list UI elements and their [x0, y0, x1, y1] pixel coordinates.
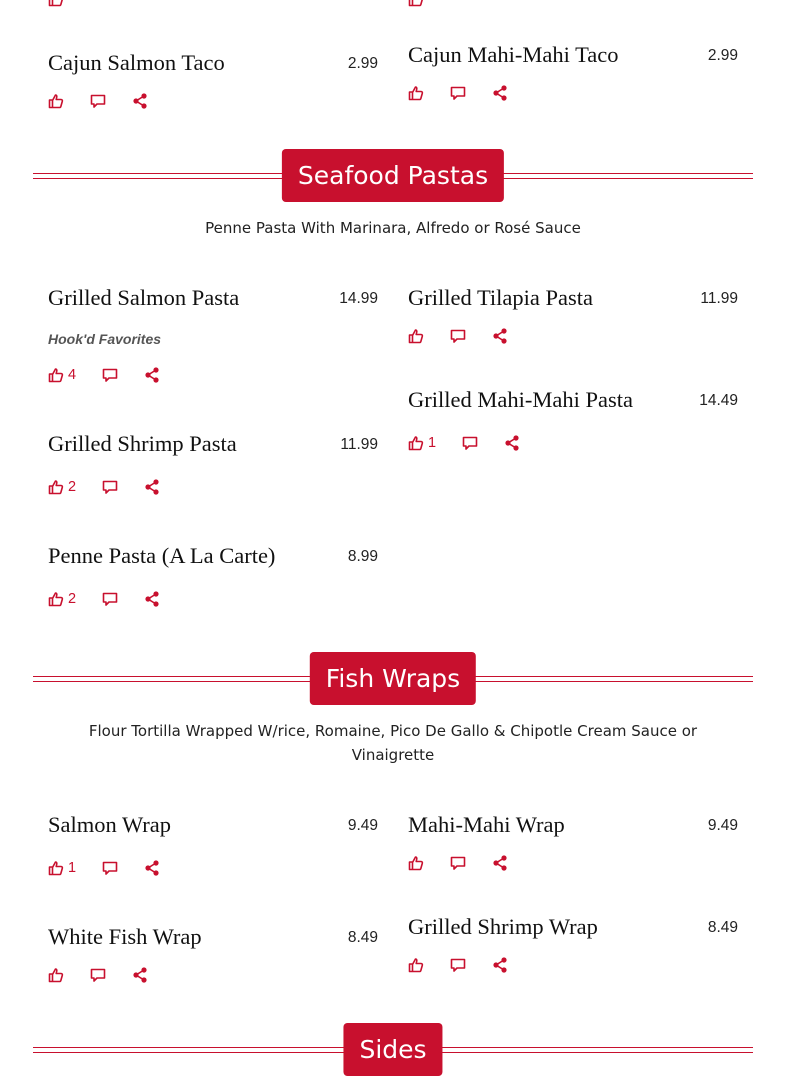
menu-item-name: Grilled Mahi-Mahi Pasta — [408, 387, 633, 412]
thumbs-up-icon — [48, 967, 64, 983]
menu-item-price: 8.99 — [347, 548, 378, 565]
like-button[interactable] — [48, 591, 76, 607]
share-button[interactable] — [492, 957, 508, 973]
menu-item-price: 8.49 — [707, 919, 738, 936]
item-action-bar — [408, 434, 520, 452]
item-action-bar — [408, 956, 508, 974]
comment-button[interactable] — [450, 328, 466, 344]
like-button[interactable] — [48, 479, 76, 495]
like-button[interactable] — [48, 967, 64, 983]
thumbs-up-icon — [408, 328, 424, 344]
menu-item-price: 8.49 — [347, 929, 378, 946]
menu-item-price: 11.99 — [700, 290, 738, 307]
like-button[interactable] — [408, 328, 424, 344]
menu-item-name: Grilled Shrimp Pasta — [48, 431, 237, 456]
menu-item-name: Cajun Mahi-Mahi Taco — [408, 42, 619, 67]
thumbs-up-icon — [408, 855, 424, 871]
menu-item-name: Penne Pasta (A La Carte) — [48, 543, 276, 568]
share-icon — [144, 860, 160, 876]
menu-item-price: 9.49 — [347, 817, 378, 834]
thumbs-up-icon — [408, 85, 424, 101]
menu-item-price: 9.49 — [707, 817, 738, 834]
share-icon — [132, 93, 148, 109]
menu-item-price: 14.49 — [699, 392, 738, 409]
like-button[interactable] — [408, 435, 436, 451]
comment-icon — [90, 967, 106, 983]
menu-item-name: Grilled Tilapia Pasta — [408, 285, 593, 310]
thumbs-up-icon — [48, 93, 64, 109]
comment-icon — [102, 479, 118, 495]
item-action-bar — [408, 854, 508, 872]
like-button[interactable] — [408, 855, 424, 871]
like-count: 4 — [68, 366, 77, 383]
like-count: 2 — [68, 590, 77, 607]
menu-item-price: 2.99 — [347, 55, 378, 72]
like-button[interactable] — [48, 860, 76, 876]
thumbs-up-icon — [48, 479, 64, 495]
comment-button[interactable] — [90, 967, 106, 983]
item-action-bar — [48, 966, 148, 984]
comment-icon — [102, 860, 118, 876]
share-button[interactable] — [132, 93, 148, 109]
share-icon — [132, 967, 148, 983]
like-count: 1 — [68, 859, 77, 876]
thumbs-up-icon — [408, 957, 424, 973]
menu-item-name: Mahi-Mahi Wrap — [408, 812, 565, 837]
menu-item-price: 11.99 — [340, 436, 378, 453]
thumbs-up-icon — [48, 367, 64, 383]
menu-item-name: Grilled Shrimp Wrap — [408, 914, 598, 939]
share-button[interactable] — [492, 855, 508, 871]
comment-button[interactable] — [450, 85, 466, 101]
like-button[interactable] — [408, 957, 424, 973]
share-button[interactable] — [144, 367, 160, 383]
section-description: Penne Pasta With Marinara, Alfredo or Rosé Sauce — [205, 219, 581, 237]
section-header-fish-wraps — [33, 650, 753, 706]
comment-button[interactable] — [450, 957, 466, 973]
share-icon — [144, 479, 160, 495]
comment-icon — [450, 328, 466, 344]
item-tag: Hook'd Favorites — [48, 331, 162, 347]
comment-icon — [90, 93, 106, 109]
thumbs-up-icon — [48, 591, 64, 607]
like-button[interactable] — [48, 93, 64, 109]
like-button[interactable] — [408, 0, 424, 7]
item-action-bar — [408, 327, 508, 345]
comment-icon — [450, 855, 466, 871]
section-header-seafood-pastas — [33, 147, 753, 203]
share-icon — [504, 435, 520, 451]
thumbs-up-icon — [408, 435, 424, 451]
comment-icon — [102, 367, 118, 383]
menu-item-price: 2.99 — [707, 47, 738, 64]
share-icon — [492, 957, 508, 973]
partial-action-bar — [408, 0, 424, 8]
item-action-bar — [48, 478, 160, 496]
menu-item-name: Cajun Salmon Taco — [48, 50, 225, 75]
section-title: Sides — [343, 1023, 442, 1076]
share-button[interactable] — [144, 860, 160, 876]
item-action-bar — [48, 590, 160, 608]
menu-item-price: 14.99 — [339, 290, 378, 307]
comment-button[interactable] — [102, 860, 118, 876]
item-action-bar — [48, 859, 160, 877]
share-icon — [492, 85, 508, 101]
like-count: 1 — [428, 434, 437, 451]
share-button[interactable] — [144, 479, 160, 495]
share-icon — [492, 855, 508, 871]
comment-icon — [102, 591, 118, 607]
share-icon — [144, 591, 160, 607]
share-button[interactable] — [132, 967, 148, 983]
comment-button[interactable] — [102, 367, 118, 383]
section-title: Seafood Pastas — [282, 149, 504, 202]
comment-button[interactable] — [90, 93, 106, 109]
share-icon — [144, 367, 160, 383]
comment-icon — [462, 435, 478, 451]
item-action-bar — [408, 84, 508, 102]
comment-button[interactable] — [102, 591, 118, 607]
like-button[interactable] — [408, 85, 424, 101]
like-count: 2 — [68, 478, 77, 495]
share-button[interactable] — [492, 85, 508, 101]
section-description: Flour Tortilla Wrapped W/rice, Romaine, Pico De Gallo & Chipotle Cream Sauce or Vinaigrette — [88, 722, 698, 764]
section-title: Fish Wraps — [310, 652, 476, 705]
comment-icon — [450, 957, 466, 973]
comment-button[interactable] — [102, 479, 118, 495]
share-button[interactable] — [504, 435, 520, 451]
section-header-sides — [33, 1021, 753, 1077]
menu-item-name: Salmon Wrap — [48, 812, 172, 837]
share-button[interactable] — [144, 591, 160, 607]
item-action-bar — [48, 92, 148, 110]
item-action-bar — [48, 366, 160, 384]
comment-button[interactable] — [462, 435, 478, 451]
partial-action-bar — [48, 0, 64, 8]
thumbs-up-icon — [48, 860, 64, 876]
menu-item-name: Grilled Salmon Pasta — [48, 285, 240, 310]
like-button[interactable] — [48, 0, 64, 7]
share-icon — [492, 328, 508, 344]
like-button[interactable] — [48, 367, 76, 383]
share-button[interactable] — [492, 328, 508, 344]
comment-icon — [450, 85, 466, 101]
menu-item-name: White Fish Wrap — [48, 924, 202, 949]
comment-button[interactable] — [450, 855, 466, 871]
